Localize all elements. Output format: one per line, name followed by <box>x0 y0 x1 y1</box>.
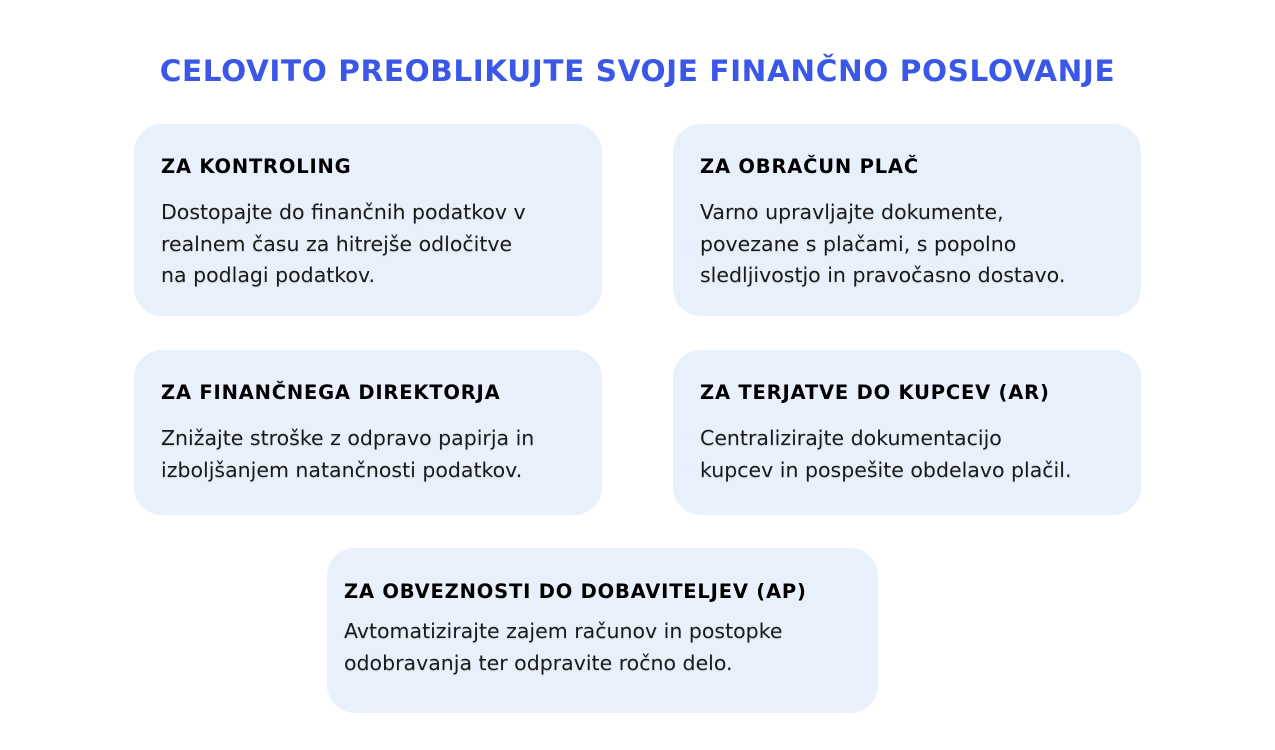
card-line: na podlagi podatkov. <box>161 263 376 287</box>
card-payroll <box>673 124 1141 316</box>
card-line: povezane s plačami, s popolno <box>700 231 1017 256</box>
card-heading: ZA OBRAČUN PLAČ <box>700 155 919 178</box>
card-accounts-payable <box>327 548 878 713</box>
card-line: Centralizirajte dokumentacijo <box>700 426 1002 450</box>
card-line: Znižajte stroške z odpravo papirja in <box>161 426 535 450</box>
card-line: Avtomatizirajte zajem računov in postopke <box>344 619 783 643</box>
card-description <box>344 616 852 679</box>
card-description <box>161 197 576 292</box>
card-line: kupcev in pospešite obdelavo plačil. <box>700 457 1072 482</box>
card-heading: ZA OBVEZNOSTI DO DOBAVITELJEV (AP) <box>344 580 807 603</box>
card-description <box>700 197 1115 292</box>
card-line: Dostopajte do finančnih podatkov v <box>161 200 526 224</box>
card-heading: ZA TERJATVE DO KUPCEV (AR) <box>700 381 1050 404</box>
card-line: sledljivostjo in pravočasno dostavo. <box>700 263 1066 287</box>
card-cfo <box>134 350 602 515</box>
card-description <box>700 423 1115 486</box>
card-heading: ZA KONTROLING <box>161 155 352 178</box>
card-accounts-receivable <box>673 350 1141 515</box>
card-line: izboljšanjem natančnosti podatkov. <box>161 457 523 482</box>
card-line: realnem času za hitrejše odločitve <box>161 231 513 256</box>
page-title: CELOVITO PREOBLIKUJTE SVOJE FINANČNO POSLOVANJE <box>159 53 1116 88</box>
card-description <box>161 423 576 486</box>
card-heading: ZA FINANČNEGA DIREKTORJA <box>161 381 501 404</box>
card-line: odobravanja ter odpravite ročno delo. <box>344 650 733 675</box>
card-line: Varno upravljajte dokumente, <box>700 200 1004 224</box>
card-controlling <box>134 124 602 316</box>
